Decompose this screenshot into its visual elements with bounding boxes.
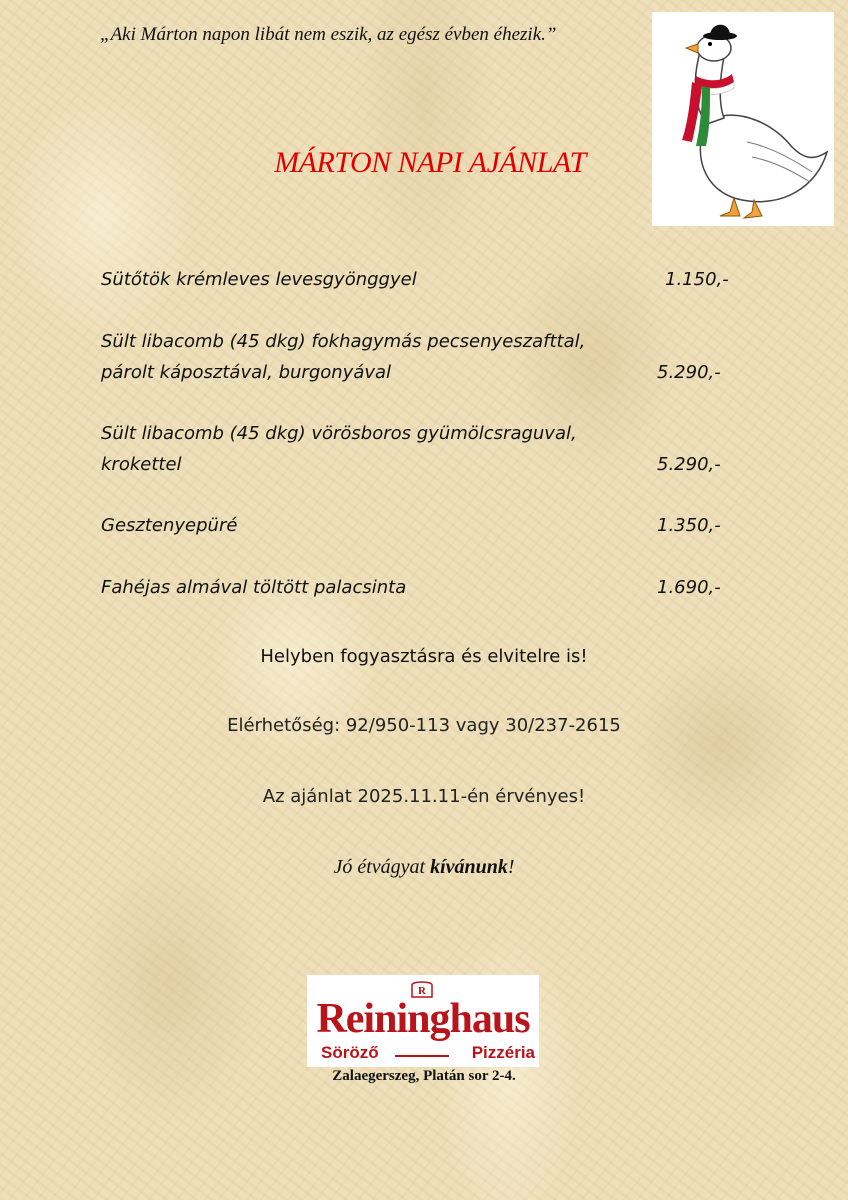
contact-info: Elérhetőség: 92/950-113 vagy 30/237-2615 — [227, 715, 621, 736]
svg-text:R: R — [418, 985, 426, 997]
reininghaus-logo — [307, 975, 539, 1067]
menu-item-price: 5.290,- — [657, 454, 721, 475]
menu-item-name-cont: párolt káposztával, burgonyával — [101, 362, 392, 383]
validity-note: Az ajánlat 2025.11.11-én érvényes! — [262, 786, 586, 807]
menu-item-name-cont: krokettel — [101, 454, 182, 475]
menu-item-price: 1.150,- — [665, 269, 729, 290]
menu-item-name: Fahéjas almával töltött palacsinta — [101, 577, 407, 598]
menu-item-price: 1.690,- — [657, 577, 721, 598]
logo-wordmark: Reininghaus — [316, 996, 530, 1042]
takeaway-note: Helyben fogyasztásra és elvitelre is! — [260, 646, 588, 667]
menu-item-name: Sült libacomb (45 dkg) vörösboros gyümölcsraguval, — [101, 423, 577, 444]
goose-illustration — [652, 12, 834, 226]
menu-item-name: Gesztenyepüré — [101, 515, 238, 536]
menu-item-name: Sült libacomb (45 dkg) fokhagymás pecsenyeszafttal, — [101, 331, 586, 352]
page-title: MÁRTON NAPI AJÁNLAT — [274, 146, 586, 179]
logo-subtitle-right: Pizzéria — [471, 1043, 535, 1062]
appetite-end: ! — [507, 856, 515, 878]
logo-divider — [395, 1055, 449, 1057]
goose-icon — [652, 12, 834, 226]
menu-item-name: Sütőtök krémleves levesgyönggyel — [101, 269, 417, 290]
appetite-text: Jó étvágyat — [333, 856, 431, 878]
logo-subtitle-left: Söröző — [321, 1043, 379, 1062]
appetite-bold: kívánunk — [430, 856, 508, 878]
menu-item-price: 5.290,- — [657, 362, 721, 383]
address: Zalaegerszeg, Platán sor 2-4. — [332, 1068, 516, 1084]
appetite-wish — [0, 856, 848, 879]
menu-item-price: 1.350,- — [657, 515, 721, 536]
quote: „Aki Márton napon libát nem eszik, az egész évben éhezik.” — [100, 24, 557, 45]
